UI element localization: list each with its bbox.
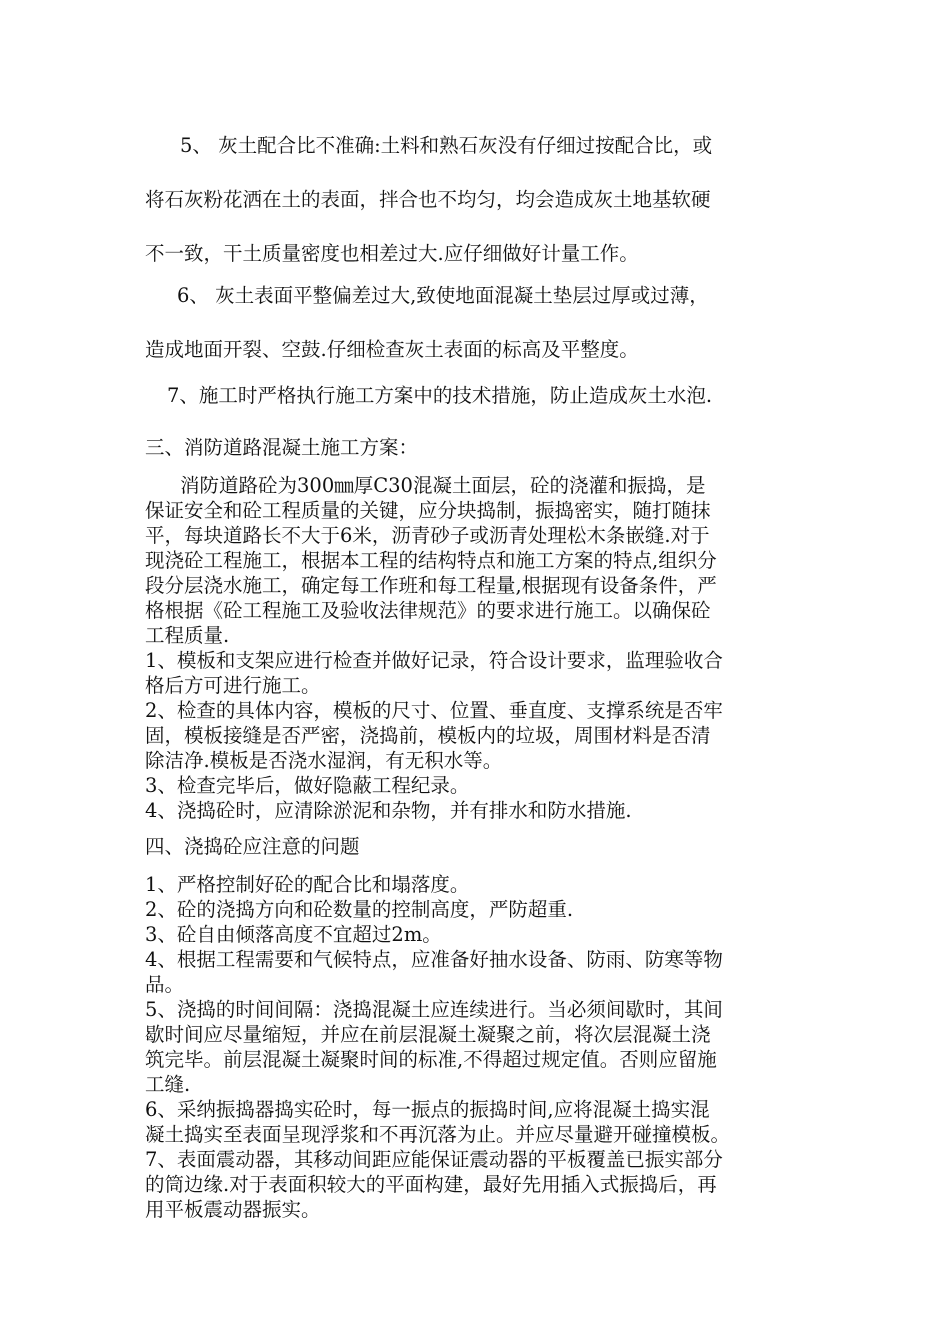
section-4-item-line: 7、表面震动器，其移动间距应能保证震动器的平板覆盖已振实部分 bbox=[145, 1148, 723, 1171]
section-3-intro-line: 工程质量. bbox=[145, 624, 230, 647]
item-6-line-1: 6、 灰土表面平整偏差过大,致使地面混凝土垫层过厚或过薄， bbox=[177, 284, 709, 307]
section-3-item-line: 固，模板接缝是否严密，浇捣前，模板内的垃圾，周围材料是否清 bbox=[145, 724, 711, 747]
section-3-intro-line: 保证安全和砼工程质量的关键，应分块捣制，振捣密实，随打随抹 bbox=[145, 499, 711, 522]
section-3-intro-line: 平，每块道路长不大于6米，沥青砂子或沥青处理松木条嵌缝.对于 bbox=[145, 524, 710, 547]
item-6-paragraph bbox=[145, 269, 810, 377]
section-4-item-line: 2、砼的浇捣方向和砼数量的控制高度，严防超重. bbox=[145, 898, 574, 921]
item-5-line-1: 5、 灰土配合比不准确:土料和熟石灰没有仔细过按配合比，或 bbox=[180, 134, 713, 157]
section-3-intro-line: 消防道路砼为300㎜厚C30混凝土面层，砼的浇灌和振捣，是 bbox=[180, 474, 706, 497]
section-4-item-line: 用平板震动器振实。 bbox=[145, 1198, 321, 1221]
section-4-title: 四、浇捣砼应注意的问题 bbox=[145, 835, 360, 858]
item-7-line: 7、施工时严格执行施工方案中的技术措施，防止造成灰土水泡. bbox=[167, 384, 713, 407]
section-4-item-line: 3、砼自由倾落高度不宜超过2m。 bbox=[145, 923, 442, 946]
section-3-intro bbox=[145, 473, 810, 823]
section-3-item-line: 3、检查完毕后，做好隐蔽工程纪录。 bbox=[145, 774, 470, 797]
item-6-line-2: 造成地面开裂、空鼓.仔细检查灰土表面的标高及平整度。 bbox=[145, 338, 639, 361]
section-4-items bbox=[145, 872, 810, 1222]
section-4-item-line: 品。 bbox=[145, 973, 185, 996]
section-3-intro-line: 格根据《砼工程施工及验收法律规范》的要求进行施工。以确保砼 bbox=[145, 599, 711, 622]
section-3-item-line: 除洁净.模板是否浇水湿润，有无积水等。 bbox=[145, 749, 503, 772]
section-4-item-line: 筑完毕。前层混凝土凝聚时间的标准,不得超过规定值。否则应留施 bbox=[145, 1048, 717, 1071]
section-3-item-line: 2、检查的具体内容，模板的尺寸、位置、垂直度、支撑系统是否牢 bbox=[145, 699, 723, 722]
section-3-item-line: 格后方可进行施工。 bbox=[145, 674, 321, 697]
section-4-item-line: 4、根据工程需要和气候特点，应准备好抽水设备、防雨、防寒等物 bbox=[145, 948, 723, 971]
section-3-item-line: 4、浇捣砼时，应清除淤泥和杂物，并有排水和防水措施. bbox=[145, 799, 632, 822]
section-3-intro-line: 段分层浇水施工，确定每工作班和每工程量,根据现有设备条件，严 bbox=[145, 574, 717, 597]
section-4-item-line: 凝土捣实至表面呈现浮浆和不再沉落为止。并应尽量避开碰撞模板。 bbox=[145, 1123, 731, 1146]
section-4-item-line: 5、浇捣的时间间隔：浇捣混凝土应连续进行。当必须间歇时，其间 bbox=[145, 998, 723, 1021]
section-4-item-line: 工缝. bbox=[145, 1073, 191, 1096]
item-5-paragraph bbox=[145, 119, 810, 281]
item-5-line-2: 将石灰粉花洒在土的表面，拌合也不均匀，均会造成灰土地基软硬 bbox=[145, 188, 711, 211]
section-4-item-line: 6、采纳振捣器捣实砼时，每一振点的振捣时间,应将混凝土捣实混 bbox=[145, 1098, 710, 1121]
section-3-intro-line: 现浇砼工程施工，根据本工程的结构特点和施工方案的特点,组织分 bbox=[145, 549, 717, 572]
item-7-paragraph bbox=[145, 369, 810, 423]
section-3-title: 三、消防道路混凝土施工方案： bbox=[145, 436, 419, 459]
section-3-item-line: 1、模板和支架应进行检查并做好记录，符合设计要求，监理验收合 bbox=[145, 649, 723, 672]
section-4-item-line: 歇时间应尽量缩短，并应在前层混凝土凝聚之前，将次层混凝土浇 bbox=[145, 1023, 711, 1046]
item-5-line-3: 不一致，干土质量密度也相差过大.应仔细做好计量工作。 bbox=[145, 242, 639, 265]
section-4-item-line: 1、严格控制好砼的配合比和塌落度。 bbox=[145, 873, 470, 896]
section-4-item-line: 的筒边缘.对于表面积较大的平面构建，最好先用插入式振捣后，再 bbox=[145, 1173, 717, 1196]
